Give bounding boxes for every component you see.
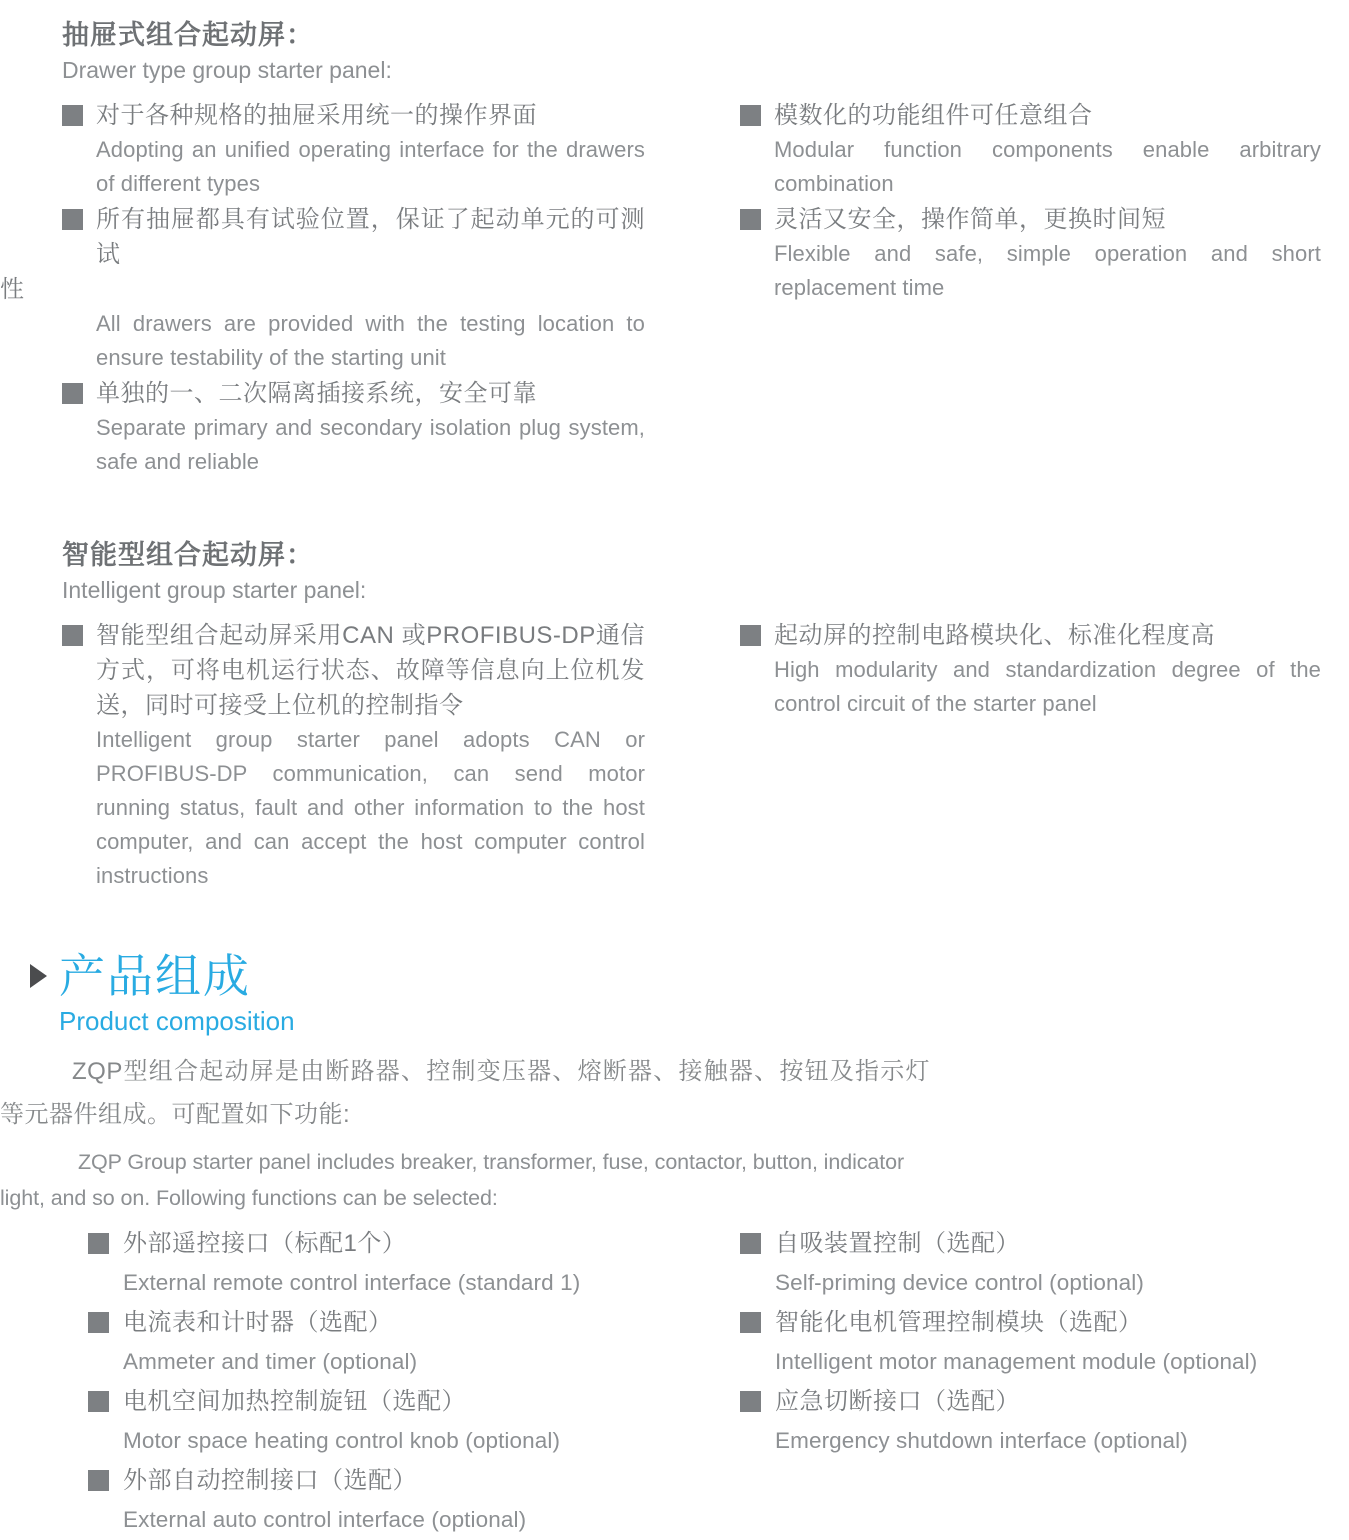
bullet-square-icon — [62, 105, 83, 126]
function-text-en: Emergency shutdown interface (optional) — [775, 1428, 1188, 1453]
bullet-square-icon — [62, 625, 83, 646]
left-column — [88, 1224, 648, 1540]
function-text-zh: 电机空间加热控制旋钮（选配） — [123, 1388, 466, 1415]
bullet-square-icon — [88, 1312, 109, 1333]
section-title-en: Intelligent group starter panel: — [62, 577, 367, 603]
section-heading — [62, 538, 1321, 606]
two-column-layout — [62, 618, 1321, 894]
function-text-en: Motor space heating control knob (optional) — [123, 1428, 561, 1453]
list-item — [740, 1224, 1329, 1302]
feature-text-zh: 所有抽屉都具有试验位置，保证了起动单元的可测试 — [96, 206, 645, 268]
function-text-en: External remote control interface (standard 1) — [123, 1270, 581, 1295]
right-triangle-icon — [30, 964, 47, 988]
bullet-square-icon — [62, 383, 83, 404]
feature-text-zh: 智能型组合起动屏采用CAN 或PROFIBUS-DP通信方式，可将电机运行状态、故障等信息向上位机发送，同时可接受上位机的控制指令 — [96, 622, 645, 719]
bullet-square-icon — [740, 625, 761, 646]
bullet-square-icon — [88, 1391, 109, 1412]
feature-text-zh: 模数化的功能组件可任意组合 — [774, 102, 1093, 129]
list-item — [62, 376, 645, 479]
feature-text-en: Adopting an unified operating interface for the drawers of different types — [96, 137, 645, 196]
feature-text-zh: 单独的一、二次隔离插接系统，安全可靠 — [96, 380, 537, 407]
list-item — [88, 1461, 648, 1539]
composition-heading — [0, 950, 1349, 1038]
left-column — [62, 618, 645, 894]
feature-text-zh: 对于各种规格的抽屉采用统一的操作界面 — [96, 102, 537, 129]
function-text-zh: 外部自动控制接口（选配） — [123, 1467, 417, 1494]
section-product-composition — [0, 950, 1349, 1540]
bullet-square-icon — [88, 1470, 109, 1491]
bullet-square-icon — [740, 1391, 761, 1412]
function-text-zh: 电流表和计时器（选配） — [123, 1309, 393, 1336]
section-intelligent-panel — [0, 538, 1349, 894]
composition-title-zh: 产品组成 — [59, 950, 251, 1002]
right-column — [740, 1224, 1329, 1461]
composition-paragraph-en: ZQP Group starter panel includes breaker, transformer, fuse, contactor, button, indicator light, and so on. Following functions can be selected: — [0, 1150, 905, 1210]
left-column — [0, 98, 645, 480]
two-column-layout — [0, 98, 1321, 480]
list-item — [88, 1224, 648, 1302]
feature-text-zh: 灵活又安全，操作简单，更换时间短 — [774, 206, 1166, 233]
bullet-square-icon — [62, 209, 83, 230]
feature-text-en: Modular function components enable arbitrary combination — [774, 137, 1321, 196]
bullet-square-icon — [88, 1233, 109, 1254]
feature-text-en: Intelligent group starter panel adopts CAN or PROFIBUS-DP communication, can send motor running status, fault and other information to the host computer, and can accept the host computer control instructions — [96, 727, 645, 888]
bullet-square-icon — [740, 209, 761, 230]
function-text-en: Ammeter and timer (optional) — [123, 1349, 418, 1374]
composition-title-en: Product composition — [59, 1006, 295, 1036]
composition-paragraph-zh: ZQP型组合起动屏是由断路器、控制变压器、熔断器、接触器、按钮及指示灯等元器件组成。可配置如下功能: — [0, 1058, 930, 1128]
right-column — [740, 98, 1321, 306]
list-item — [740, 1382, 1329, 1460]
list-item — [740, 618, 1321, 721]
list-item — [740, 98, 1321, 201]
list-item — [0, 202, 645, 375]
list-item — [88, 1303, 648, 1381]
section-drawer-type-panel — [0, 18, 1349, 480]
list-item — [88, 1382, 648, 1460]
feature-text-en: Separate primary and secondary isolation plug system, safe and reliable — [96, 415, 645, 474]
list-item — [62, 98, 645, 201]
feature-text-en: All drawers are provided with the testing location to ensure testability of the starting unit — [96, 311, 645, 370]
function-text-zh: 外部遥控接口（标配1个） — [123, 1230, 407, 1257]
list-item — [62, 618, 645, 893]
section-title-zh: 抽屉式组合起动屏： — [62, 20, 314, 50]
function-text-en: Intelligent motor management module (optional) — [775, 1349, 1258, 1374]
bullet-square-icon — [740, 1312, 761, 1333]
list-item — [740, 202, 1321, 305]
feature-text-zh: 起动屏的控制电路模块化、标准化程度高 — [774, 622, 1215, 649]
function-text-zh: 智能化电机管理控制模块（选配） — [775, 1309, 1143, 1336]
section-title-en: Drawer type group starter panel: — [62, 57, 392, 83]
list-item — [740, 1303, 1329, 1381]
function-list — [0, 1224, 1349, 1540]
feature-text-en: Flexible and safe, simple operation and short replacement time — [774, 241, 1321, 300]
function-text-zh: 自吸装置控制（选配） — [775, 1230, 1020, 1257]
section-title-zh: 智能型组合起动屏： — [62, 540, 314, 570]
function-text-en: External auto control interface (optional) — [123, 1507, 527, 1532]
right-column — [740, 618, 1321, 722]
section-heading — [62, 18, 1321, 86]
function-text-en: Self-priming device control (optional) — [775, 1270, 1144, 1295]
bullet-square-icon — [740, 1233, 761, 1254]
feature-text-en: High modularity and standardization degree of the control circuit of the starter panel — [774, 657, 1321, 716]
bullet-square-icon — [740, 105, 761, 126]
function-text-zh: 应急切断接口（选配） — [775, 1388, 1020, 1415]
feature-text-zh-overflow: 性 — [0, 276, 25, 303]
